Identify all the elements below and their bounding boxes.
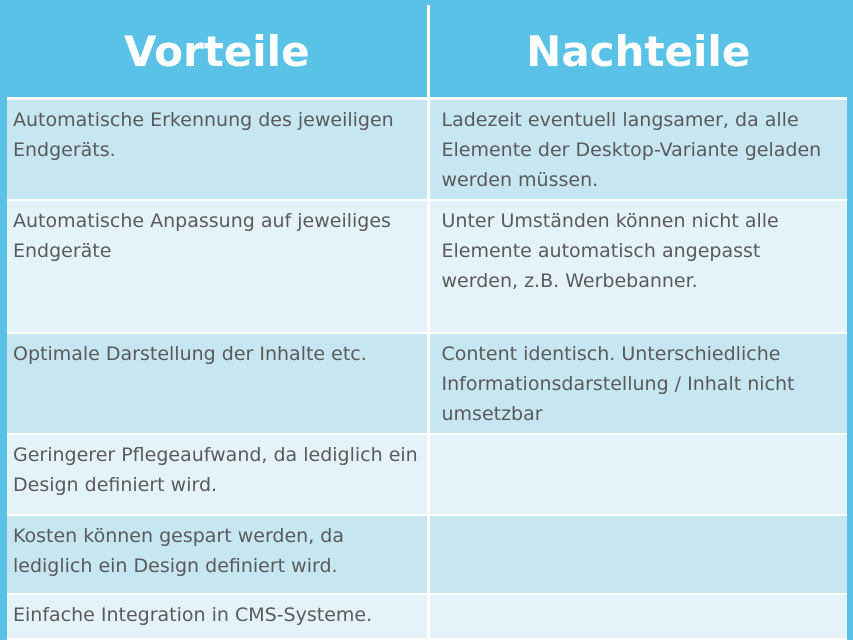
nachteil-cell: Content identisch. Unterschiedliche Informationsdarstellung / Inhalt nicht umsetzbar (428, 333, 847, 434)
table-row (7, 434, 847, 515)
vorteil-cell: Automatische Anpassung auf jeweiliges Endgeräte (7, 200, 428, 333)
vorteil-cell: Automatische Erkennung des jeweiligen Endgeräts. (7, 99, 428, 201)
vorteil-cell: Einfache Integration in CMS-Systeme. (7, 594, 428, 639)
table-row (7, 333, 847, 434)
comparison-table (7, 5, 847, 640)
header-vorteile: Vorteile (7, 5, 428, 99)
table-row (7, 200, 847, 333)
nachteil-cell (428, 434, 847, 515)
nachteil-cell: Ladezeit eventuell langsamer, da alle Elemente der Desktop-Variante geladen werden müssen. (428, 99, 847, 201)
table-row (7, 515, 847, 594)
nachteil-cell (428, 594, 847, 639)
header-nachteile: Nachteile (428, 5, 847, 99)
header-row (7, 5, 847, 99)
vorteil-cell: Kosten können gespart werden, da lediglich ein Design definiert wird. (7, 515, 428, 594)
nachteil-cell: Unter Umständen können nicht alle Elemente automatisch angepasst werden, z.B. Werbebanner. (428, 200, 847, 333)
table-row (7, 99, 847, 201)
table-row (7, 594, 847, 639)
vorteil-cell: Optimale Darstellung der Inhalte etc. (7, 333, 428, 434)
nachteil-cell (428, 515, 847, 594)
vorteil-cell: Geringerer Pflegeaufwand, da lediglich ein Design definiert wird. (7, 434, 428, 515)
